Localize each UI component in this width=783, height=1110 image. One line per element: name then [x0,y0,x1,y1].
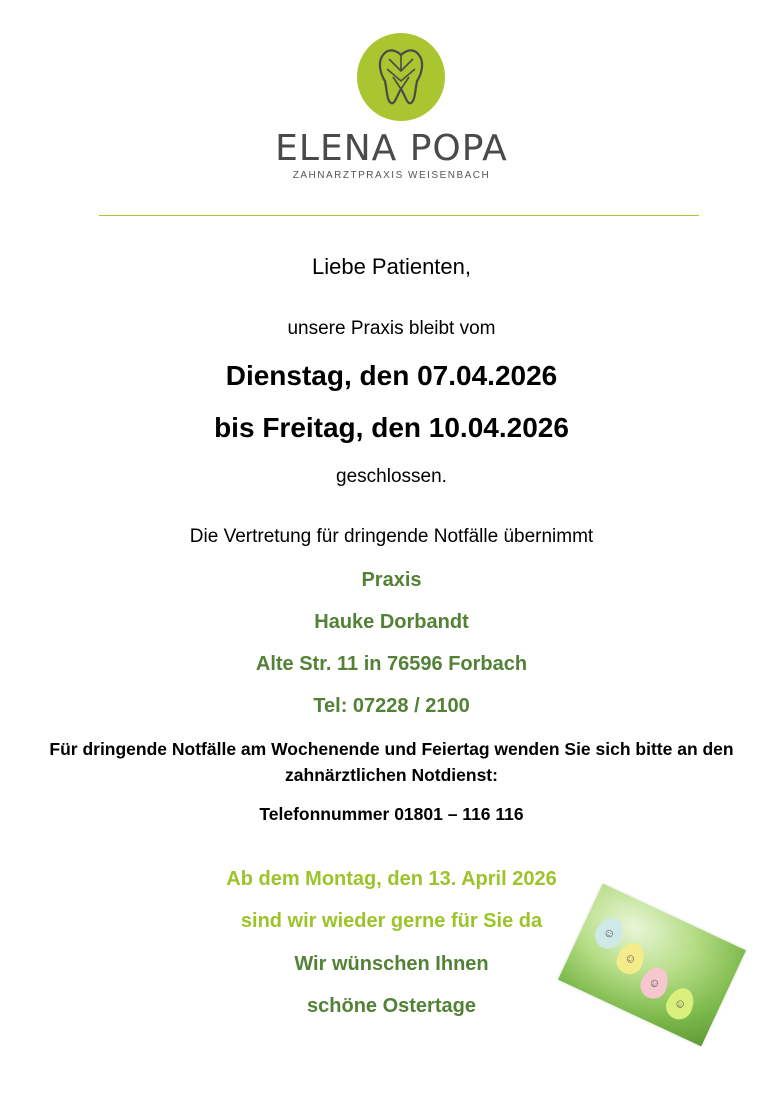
representation-practice: Praxis [361,569,422,591]
egg-icon: ☺ [662,984,699,1024]
date-to: bis Freitag, den 10.04.2026 [214,412,569,443]
easter-eggs-image [558,884,746,1047]
egg-icon: ☺ [591,913,628,953]
representation-phone: Tel: 07228 / 2100 [313,695,470,717]
egg-icon: ☺ [612,938,649,978]
intro-text: unsere Praxis bleibt vom [287,318,496,339]
reopen-line-2: sind wir wieder gerne für Sie da [240,910,543,932]
emergency-phone: Telefonnummer 01801 – 116 116 [259,804,524,824]
logo-circle [357,33,445,121]
brand-name: ELENA POPA [275,128,508,169]
wishes-line-1: Wir wünschen Ihnen [294,953,489,975]
representation-doctor: Hauke Dorbandt [314,611,469,633]
divider [99,215,699,216]
reopen-line-1: Ab dem Montag, den 13. April 2026 [226,868,557,890]
date-from: Dienstag, den 07.04.2026 [225,360,558,391]
egg-icon: ☺ [636,963,673,1003]
representation-address: Alte Str. 11 in 76596 Forbach [255,653,528,675]
brand-subtitle: ZAHNARZTPRAXIS WEISENBACH [292,170,491,181]
tooth-icon [375,47,427,107]
wishes-line-2: schöne Ostertage [307,995,476,1017]
greeting: Liebe Patienten, [311,254,472,279]
closed-text: geschlossen. [336,466,447,487]
weekend-notice: Für dringende Notfälle am Wochenende und Feiertag wenden Sie sich bitte an den zahnärztlichen Notdienst: [49,739,734,785]
representation-intro: Die Vertretung für dringende Notfälle übernimmt [189,526,594,547]
